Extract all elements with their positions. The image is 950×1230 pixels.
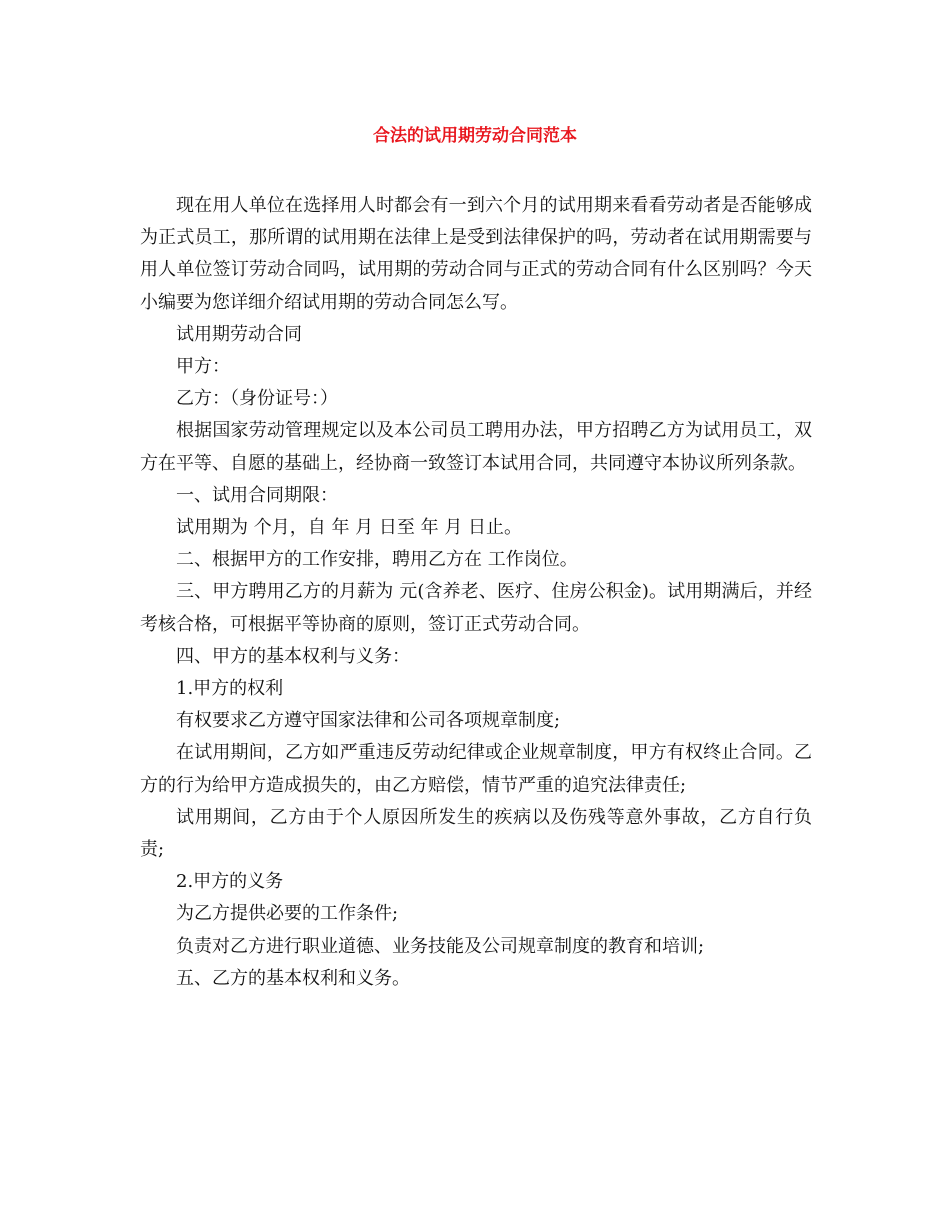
paragraph-rights-heading: 1.甲方的权利 xyxy=(176,678,284,700)
paragraph-right-1: 有权要求乙方遵守国家法律和公司各项规章制度; xyxy=(176,710,561,732)
paragraph-section-5: 五、乙方的基本权利和义务。 xyxy=(176,967,410,989)
paragraph-duties-heading: 2.甲方的义务 xyxy=(176,871,284,893)
paragraph-party-a: 甲方： xyxy=(176,356,230,378)
paragraph-right-2: 在试用期间，乙方如严重违反劳动纪律或企业规章制度，甲方有权终止合同。乙方的行为给甲方造成损失的，由乙方赔偿，情节严重的追究法律责任; xyxy=(140,742,812,796)
paragraph-intro: 现在用人单位在选择用人时都会有一到六个月的试用期来看看劳动者是否能够成为正式员工，那所谓的试用期在法律上是受到法律保护的吗，劳动者在试用期需要与用人单位签订劳动合同吗，试用期的劳动合同与正式的劳动合同有什么区别吗？今天小编要为您详细介绍试用期的劳动合同怎么写。 xyxy=(140,195,812,313)
paragraph-section-1: 一、试用合同期限： xyxy=(176,484,338,506)
paragraph-duty-2: 负责对乙方进行职业道德、业务技能及公司规章制度的教育和培训; xyxy=(176,935,705,957)
paragraph-duty-1: 为乙方提供必要的工作条件; xyxy=(176,903,399,925)
document-body xyxy=(140,190,812,995)
paragraph-section-3: 三、甲方聘用乙方的月薪为 元(含养老、医疗、住房公积金)。试用期满后，并经考核合格，可根据平等协商的原则，签订正式劳动合同。 xyxy=(140,581,812,635)
paragraph-section-2: 二、根据甲方的工作安排，聘用乙方在 工作岗位。 xyxy=(176,549,578,571)
paragraph-preamble: 根据国家劳动管理规定以及本公司员工聘用办法，甲方招聘乙方为试用员工，双方在平等、自愿的基础上，经协商一致签订本试用合同，共同遵守本协议所列条款。 xyxy=(140,420,812,474)
paragraph-contract-heading: 试用期劳动合同 xyxy=(176,323,302,345)
paragraph-right-3: 试用期间，乙方由于个人原因所发生的疾病以及伤残等意外事故，乙方自行负责; xyxy=(140,806,812,861)
paragraph-section-4: 四、甲方的基本权利与义务： xyxy=(176,645,410,667)
document-title: 合法的试用期劳动合同范本 xyxy=(373,126,577,146)
paragraph-term: 试用期为 个月，自 年 月 日至 年 月 日止。 xyxy=(176,517,523,539)
paragraph-party-b: 乙方：（身份证号：） xyxy=(176,388,338,410)
